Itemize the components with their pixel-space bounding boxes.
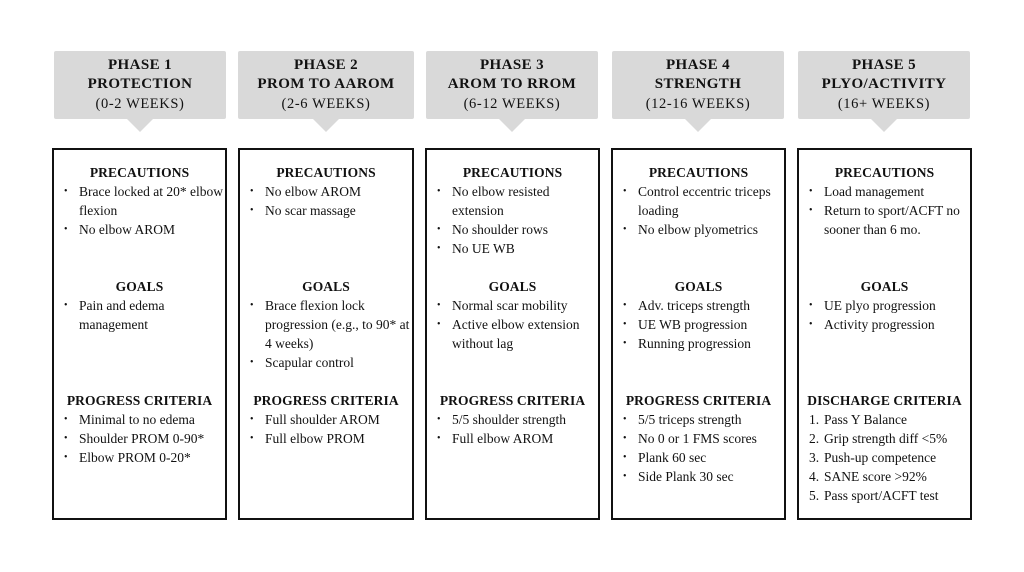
list-item: • Elbow PROM 0-20* bbox=[54, 448, 225, 467]
numbered-item bbox=[799, 467, 970, 486]
list-item: • Minimal to no edema bbox=[54, 410, 225, 429]
goals-heading: GOALS bbox=[302, 279, 350, 294]
list-item: • Load management bbox=[799, 182, 970, 201]
phase-2-name: PROM TO AAROM bbox=[257, 76, 395, 93]
list-item: • No elbow resisted extension bbox=[427, 182, 598, 220]
goals-heading: GOALS bbox=[860, 279, 909, 294]
phase-1-number: PHASE 1 bbox=[107, 56, 173, 73]
phase-3-goals bbox=[427, 277, 598, 353]
criteria-heading: PROGRESS CRITERIA bbox=[439, 393, 586, 408]
list-item: • Return to sport/ACFT no sooner than 6 mo. bbox=[799, 201, 970, 239]
item-text: Push-up competence bbox=[824, 450, 937, 465]
item-number: 5. bbox=[809, 488, 820, 503]
list-item: • Side Plank 30 sec bbox=[613, 467, 784, 486]
phase-5-precautions bbox=[799, 163, 970, 239]
list-item: • Full elbow PROM bbox=[240, 429, 412, 448]
list-item: • Full elbow AROM bbox=[427, 429, 598, 448]
phase-2-precautions bbox=[240, 163, 412, 220]
phase-3-header bbox=[426, 51, 598, 119]
list-item: • UE WB progression bbox=[613, 315, 784, 334]
list-item: • Brace locked at 20* elbow flexion bbox=[54, 182, 225, 220]
numbered-item bbox=[799, 429, 970, 448]
criteria-heading: DISCHARGE CRITERIA bbox=[807, 393, 962, 408]
phase-4-precautions bbox=[613, 163, 784, 239]
phase-1-goals bbox=[54, 277, 225, 334]
list-item: • No elbow AROM bbox=[240, 182, 412, 201]
phase-4-weeks: (12-16 WEEKS) bbox=[645, 95, 751, 112]
phase-1-precautions bbox=[54, 163, 225, 239]
list-item: • No 0 or 1 FMS scores bbox=[613, 429, 784, 448]
numbered-item bbox=[799, 448, 970, 467]
list-item: • Normal scar mobility bbox=[427, 296, 598, 315]
phase-3-criteria bbox=[427, 391, 598, 448]
list-item: • Control eccentric triceps loading bbox=[613, 182, 784, 220]
list-item: • No elbow AROM bbox=[54, 220, 225, 239]
item-text: SANE score >92% bbox=[824, 469, 927, 484]
list-item: • UE plyo progression bbox=[799, 296, 970, 315]
phase-1-box bbox=[52, 148, 227, 520]
precautions-heading: PRECAUTIONS bbox=[834, 165, 935, 180]
precautions-heading: PRECAUTIONS bbox=[462, 165, 563, 180]
phase-2-header bbox=[238, 51, 414, 119]
item-text: Pass Y Balance bbox=[824, 412, 907, 427]
phase-3-box bbox=[425, 148, 600, 520]
phase-1-name: PROTECTION bbox=[87, 76, 193, 93]
criteria-heading: PROGRESS CRITERIA bbox=[66, 393, 213, 408]
goals-heading: GOALS bbox=[488, 279, 537, 294]
list-item: • Adv. triceps strength bbox=[613, 296, 784, 315]
list-item: • 5/5 shoulder strength bbox=[427, 410, 598, 429]
numbered-item bbox=[799, 486, 970, 505]
item-number: 4. bbox=[809, 469, 820, 484]
goals-heading: GOALS bbox=[115, 279, 164, 294]
phase-5-name: PLYO/ACTIVITY bbox=[821, 76, 947, 93]
item-text: Grip strength diff <5% bbox=[824, 431, 948, 446]
phase-5-weeks: (16+ WEEKS) bbox=[837, 95, 931, 112]
list-item: • No scar massage bbox=[240, 201, 412, 220]
list-item: • Running progression bbox=[613, 334, 784, 353]
precautions-heading: PRECAUTIONS bbox=[276, 165, 376, 180]
item-text: Pass sport/ACFT test bbox=[824, 488, 939, 503]
phase-1-weeks: (0-2 WEEKS) bbox=[95, 95, 185, 112]
phase-5-discharge-criteria bbox=[799, 391, 970, 505]
item-number: 3. bbox=[809, 450, 820, 465]
phase-1-criteria bbox=[54, 391, 225, 467]
numbered-item bbox=[799, 410, 970, 429]
list-item: • Plank 60 sec bbox=[613, 448, 784, 467]
criteria-heading: PROGRESS CRITERIA bbox=[253, 393, 399, 408]
list-item: • Shoulder PROM 0-90* bbox=[54, 429, 225, 448]
phase-4-criteria bbox=[613, 391, 784, 486]
precautions-heading: PRECAUTIONS bbox=[89, 165, 190, 180]
list-item: • 5/5 triceps strength bbox=[613, 410, 784, 429]
phase-4-number: PHASE 4 bbox=[665, 56, 731, 73]
phase-5-number: PHASE 5 bbox=[851, 56, 917, 73]
phase-5-header bbox=[798, 51, 970, 119]
phase-2-number: PHASE 2 bbox=[293, 56, 359, 73]
phase-4-name: STRENGTH bbox=[654, 76, 742, 93]
phase-5-box bbox=[797, 148, 972, 520]
goals-heading: GOALS bbox=[674, 279, 723, 294]
list-item: • Brace flexion lock progression (e.g., to 90* at 4 weeks) bbox=[240, 296, 418, 353]
list-item: • No shoulder rows bbox=[427, 220, 598, 239]
list-item: • Full shoulder AROM bbox=[240, 410, 412, 429]
phase-1-header bbox=[54, 51, 226, 119]
phase-3-number: PHASE 3 bbox=[479, 56, 545, 73]
phase-4-box bbox=[611, 148, 786, 520]
phase-4-goals bbox=[613, 277, 784, 353]
list-item: • No UE WB bbox=[427, 239, 598, 258]
phase-3-precautions bbox=[427, 163, 598, 258]
list-item: • Pain and edema management bbox=[54, 296, 225, 334]
list-item: • Activity progression bbox=[799, 315, 970, 334]
phase-5-goals bbox=[799, 277, 970, 334]
item-number: 2. bbox=[809, 431, 820, 446]
phase-4-header bbox=[612, 51, 784, 119]
criteria-heading: PROGRESS CRITERIA bbox=[625, 393, 772, 408]
phase-3-weeks: (6-12 WEEKS) bbox=[463, 95, 561, 112]
precautions-heading: PRECAUTIONS bbox=[648, 165, 749, 180]
phase-2-goals bbox=[240, 277, 412, 372]
phase-2-weeks: (2-6 WEEKS) bbox=[281, 95, 371, 112]
phase-2-box bbox=[238, 148, 414, 520]
phase-2-criteria bbox=[240, 391, 412, 448]
list-item: • Active elbow extension without lag bbox=[427, 315, 598, 353]
list-item: • Scapular control bbox=[240, 353, 412, 372]
list-item: • No elbow plyometrics bbox=[613, 220, 784, 239]
phase-3-name: AROM TO RROM bbox=[447, 76, 577, 93]
item-number: 1. bbox=[809, 412, 820, 427]
